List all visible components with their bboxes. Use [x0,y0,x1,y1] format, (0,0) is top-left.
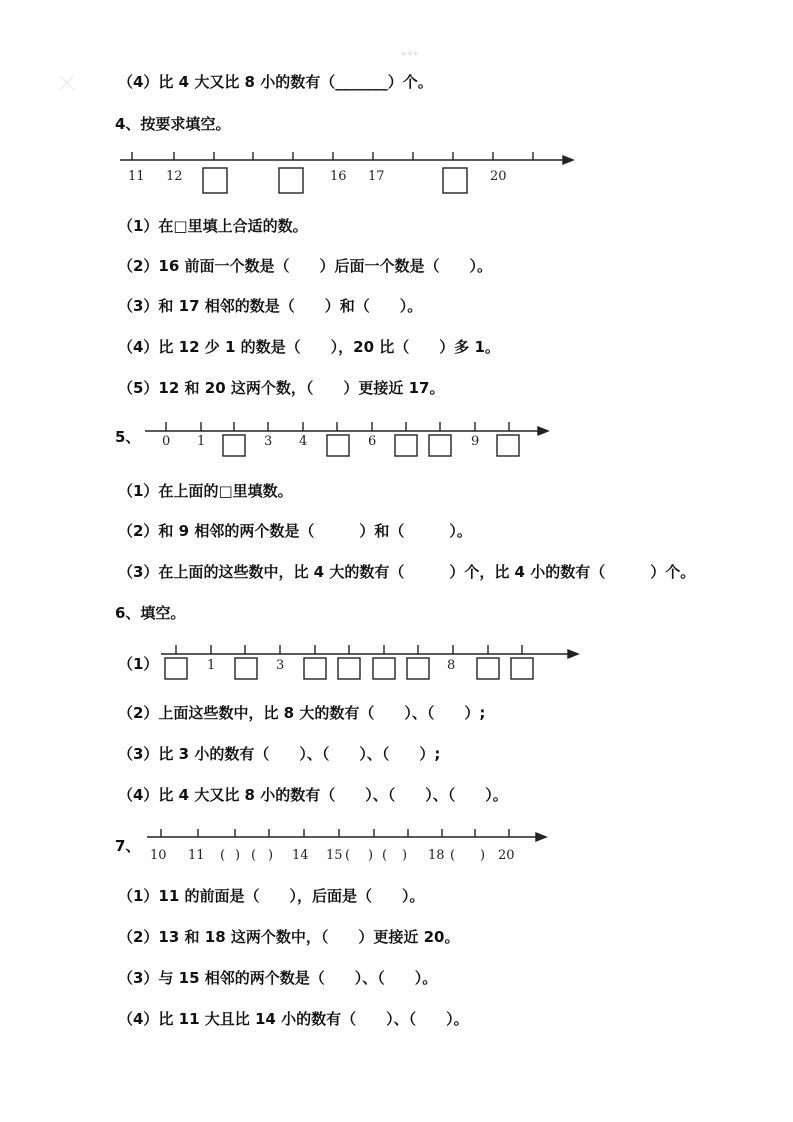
tick-label: 3 [264,434,273,449]
tick-label: 0 [162,434,171,449]
tick-label: 10 [150,848,167,863]
answer-box[interactable] [443,168,467,193]
number-line-stroke [538,427,548,435]
answer-box[interactable] [395,435,417,456]
tick-label: 17 [368,169,385,184]
tick-label: 15 [326,848,343,863]
question-line: （1） [118,655,159,673]
tick-label: ( [382,848,388,863]
question-line: （4）比 11 大且比 14 小的数有（ ）、（ ）。 [118,1010,469,1028]
section-7-title: 7、 [115,837,141,855]
answer-box[interactable] [165,658,187,679]
tick-label: 3 [276,658,285,673]
tick-label: 12 [166,169,183,184]
tick-label: 18 [428,848,445,863]
question-line: （1）11 的前面是（ ），后面是（ ）。 [118,887,425,905]
section-4-title: 4、按要求填空。 [115,115,231,133]
number-line-q5 [140,418,560,463]
tick-label: 1 [207,658,216,673]
tick-label: ) [402,848,408,863]
tick-label: ) [235,848,241,863]
tick-label: 20 [490,169,507,184]
answer-box[interactable] [279,168,303,193]
question-line: （4）比 4 大又比 8 小的数有（ ）、（ ）、（ ）。 [118,786,508,804]
tick-label: 9 [471,434,480,449]
section-5-title: 5、 [115,428,141,446]
answer-box[interactable] [407,658,429,679]
tick-label: 4 [299,434,308,449]
answer-box[interactable] [373,658,395,679]
question-line: （2）13 和 18 这两个数中，（ ）更接近 20。 [118,928,460,946]
number-line-stroke [568,650,578,658]
question-line: （1）在□里填上合适的数。 [118,217,308,235]
answer-box[interactable] [338,658,360,679]
question-line: （5）12 和 20 这两个数，（ ）更接近 17。 [118,379,445,397]
question-line: （3）比 3 小的数有（ ）、（ ）、（ ）; [118,745,441,763]
tick-label: 16 [330,169,347,184]
section-6-title: 6、填空。 [115,604,186,622]
answer-box[interactable] [235,658,257,679]
tick-label: 11 [128,169,145,184]
tick-label: 14 [292,848,309,863]
answer-box[interactable] [223,435,245,456]
answer-box[interactable] [327,435,349,456]
question-line: （3）和 17 相邻的数是（ ）和（ ）。 [118,297,423,315]
number-line-stroke [536,833,546,841]
answer-box[interactable] [304,658,326,679]
answer-box[interactable] [203,168,227,193]
number-line-q4 [118,148,578,198]
question-line: （2）16 前面一个数是（ ）后面一个数是（ ）。 [118,257,493,275]
answer-box[interactable] [429,435,451,456]
question-line: （1）在上面的□里填数。 [118,482,293,500]
tick-label: ( [450,848,456,863]
more-options-dots[interactable]: ◦◦◦ [401,50,420,60]
question-line: （2）上面这些数中，比 8 大的数有（ ）、（ ）; [118,704,486,722]
question-line: （3）在上面的这些数中，比 4 大的数有（ ）个，比 4 小的数有（ ）个。 [118,563,696,581]
answer-box[interactable] [511,658,533,679]
number-line-q7 [144,826,554,866]
tick-label: 8 [447,658,456,673]
tick-label: 11 [188,848,205,863]
tick-label: ( [220,848,226,863]
tick-label: 20 [498,848,515,863]
number-line-q6 [158,641,588,686]
answer-box[interactable] [477,658,499,679]
tick-label: 1 [197,434,206,449]
number-line-stroke [563,156,573,164]
tick-label: 6 [368,434,377,449]
question-line: （4）比 12 少 1 的数是（ ），20 比（ ）多 1。 [118,338,500,356]
tick-label: ) [368,848,374,863]
question-line: （2）和 9 相邻的两个数是（ ）和（ ）。 [118,522,472,540]
tick-label: ( [251,848,257,863]
close-icon [58,74,76,92]
tick-label: ) [480,848,486,863]
tick-label: ( [345,848,351,863]
tick-label: ) [268,848,274,863]
question-line: （3）与 15 相邻的两个数是（ ）、（ ）。 [118,969,438,987]
answer-box[interactable] [497,435,519,456]
question-line: （4）比 4 大又比 8 小的数有（_______）个。 [118,73,433,91]
